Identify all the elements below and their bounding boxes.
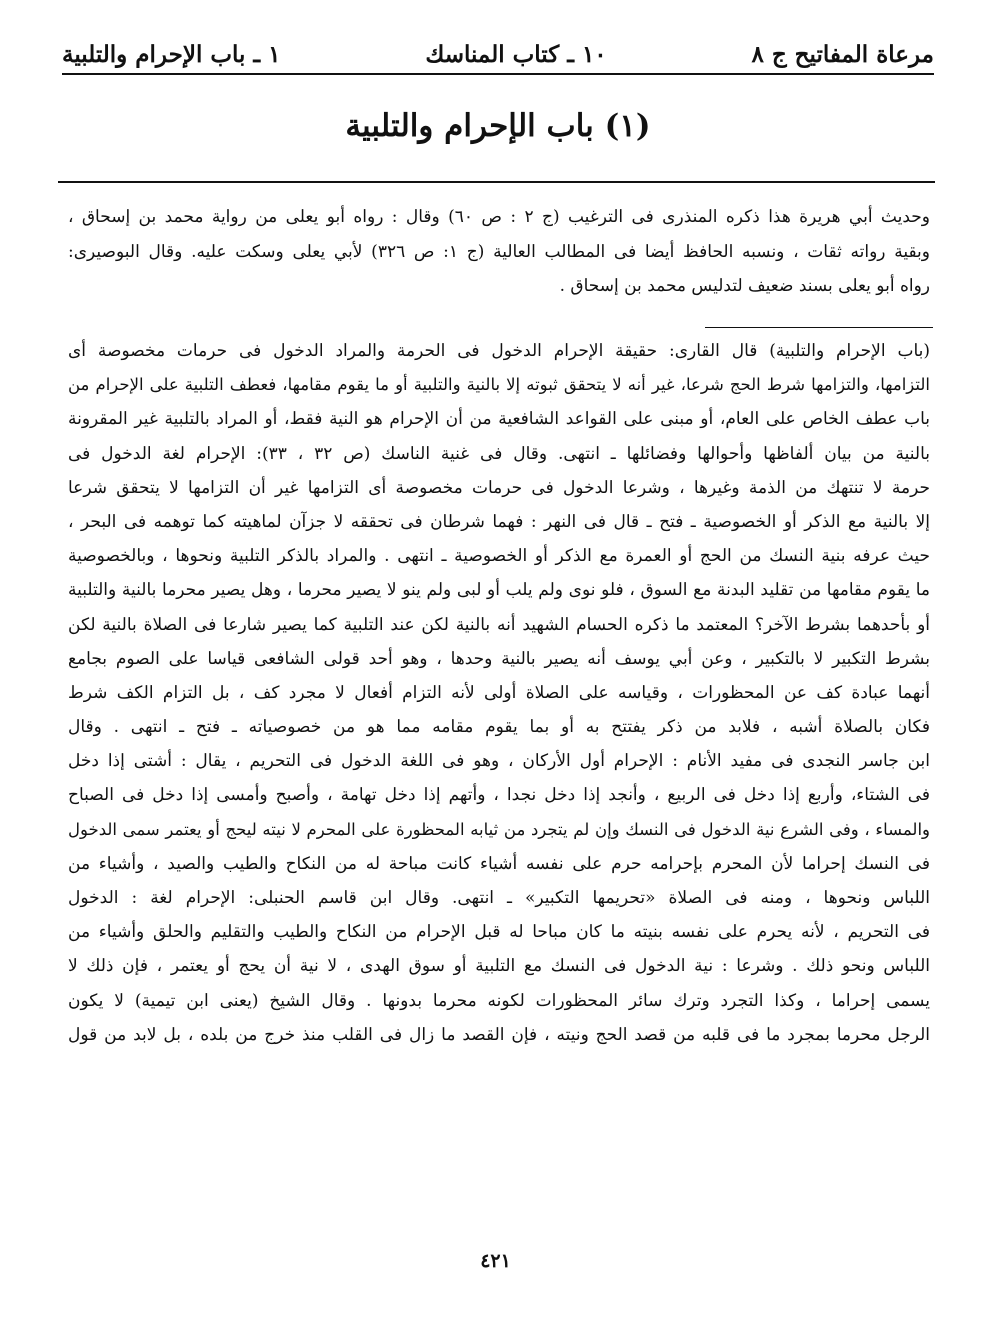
header-bab: ١ ـ باب الإحرام والتلبية <box>62 41 281 68</box>
body-line: الرجل محرما بمجرد ما فى قلبه من قصد الحج ونيته ، فإن القصد ما زال فى القلب منذ خرج من بلده ، بل لابد من قول <box>68 1024 930 1045</box>
body-line: يسمى إحراما ، وكذا التجرد وترك سائر المحظورات لكونه محرما بدونها . وقال الشيخ (يعنى ابن تيمية) لا يكون <box>68 990 930 1011</box>
body-line: بالنية من بيان ألفاظها وأحوالها وفضائلها ـ انتهى. وقال فى غنية الناسك (ص ٣٢ ، ٣٣): الإحرام لغة الدخول فى <box>68 443 930 464</box>
header-rule <box>62 73 934 75</box>
title-rule <box>58 181 935 183</box>
footnote-continuation <box>68 200 930 304</box>
body-line: التزامها، والتزامها شرط الحج شرعا، غير أنه لا يتحقق ثبوته إلا بالنية والتلبية أو ما يقوم مقامها، فعطف التلبية على الإحرام من <box>68 375 930 395</box>
page-number: ٤٢١ <box>480 1250 511 1272</box>
body-line: بشرط التكبير لا بالتكبير ، وعن أبي يوسف أنه يصير بالنية وحدها ، وهو أحد قولى الشافعى قياسا على الصوم بجامع <box>68 648 930 669</box>
body-line: والمساء ، وفى الشرع نية الدخول فى النسك وإن لم يتجرد من ثيابه المحظورة على المحرم لا نيته ليحج أو يعتمر سمى الدخول <box>68 819 930 839</box>
body-line: اللباس ونحو ذلك . وشرعا : نية الدخول فى النسك مع التلبية أو سوق الهدى ، لا نية أن يحج أو يعتمر ، فإن ذلك لا <box>68 956 930 977</box>
body-line: باب عطف الخاص على العام، أو مبنى على القواعد الشافعية من أن الإحرام هو النية فقط، أو المراد بالتلبية غير المقرونة <box>68 409 930 430</box>
body-line: فى التحريم ، لأنه يحرم على نفسه بنيته ما كان مباحا له قبل الإحرام من النكاح والطيب والتقليم والحلق وأشياء من <box>68 922 930 943</box>
body-line: أو بأحدهما بشرط الآخر؟ المعتمد ما ذكره الحسام الشهيد أنه بالنية لكن عند التلبية كما يصير شارعا فى الصلاة بالنية لكن <box>68 614 930 635</box>
running-header <box>62 28 934 68</box>
body-line: ابن جاسر النجدى فى مفيد الأنام : الإحرام أول الأركان ، وهو فى اللغة الدخول فى التحريم ، يقال : أشتى إذا دخل <box>68 751 930 772</box>
header-book-volume: مرعاة المفاتيح ج ٨ <box>751 41 934 68</box>
commentary-separator <box>705 327 933 328</box>
body-line: فى النسك إحراما لأن المحرم بإحرامه حرم على نفسه أشياء كانت مباحة له من النكاح والطيب والصيد ، وأشياء من <box>68 853 930 874</box>
body-line: أنهما عبادة كف عن المحظورات ، وقياسه على الصلاة أولى لأنه التزام أفعال لا مجرد كف ، بل التزام الكف شرط <box>68 682 930 703</box>
body-line: (باب الإحرام والتلبية) قال القارى: حقيقة الإحرام الدخول فى الحرمة والمراد الدخول فى حرمات مخصوصة أى <box>68 341 930 361</box>
footnote-line: رواه أبو يعلى بسند ضعيف لتدليس محمد بن إسحاق . <box>559 276 930 297</box>
body-line: حرمة لا تنتهك من الذمة وغيرها ، وشرعا الدخول فى حرمات مخصوصة أى التزامها غير أن التزامها لا يتحقق شرعا <box>68 477 930 498</box>
body-line: ما يقوم مقامها من تقليد البدنة مع السوق ، فلو نوى ولم يلب أو لبى ولم ينو لا يصير محرما ، وهل يصير محرما بالنية والتلبية <box>68 580 930 601</box>
commentary-body <box>68 334 930 1052</box>
chapter-title: (١) باب الإحرام والتلبية <box>345 108 651 144</box>
body-line: فى الشتاء، وأربع إذا دخل فى الربيع ، وأنجد إذا دخل نجدا ، وأتهم إذا دخل تهامة ، وأصبح وأمسى إذا دخل فى الصباح <box>68 785 930 806</box>
body-line: اللباس ونحوها ، ومنه فى الصلاة «تحريمها التكبير» ـ انتهى. وقال ابن قاسم الحنبلى: الإحرام لغة : الدخول <box>68 888 930 908</box>
footnote-line: وبقية رواته ثقات ، ونسبه الحافظ أيضا فى المطالب العالية (ج ١: ص ٣٢٦) لأبي يعلى وسكت عليه. وقال البوصيرى: <box>68 241 930 262</box>
footnote-line: وحديث أبي هريرة هذا ذكره المنذرى فى الترغيب (ج ٢ : ص ٦٠) وقال : رواه أبو يعلى من رواية محمد بن إسحاق ، <box>68 207 930 227</box>
body-line: إلا بالنية مع الذكر أو الخصوصية ـ فتح ـ قال فى النهر : فهما شرطان فى تحققه لا جزآن لماهيته كما توهمه فى البحر ، <box>68 511 930 532</box>
body-line: حيث عرفه بنية النسك من الحج أو العمرة مع الذكر أو الخصوصية ـ انتهى . والمراد بالذكر التلبية ونحوها ، وبالخصوصية <box>68 546 930 567</box>
header-kitab: ١٠ ـ كتاب المناسك <box>425 41 607 68</box>
body-line: فكان بالصلاة أشبه ، فلابد من ذكر يفتتح به أو بما يقوم مقامه مما هو من خصوصياته ـ فتح ـ انتهى . وقال <box>68 717 930 738</box>
